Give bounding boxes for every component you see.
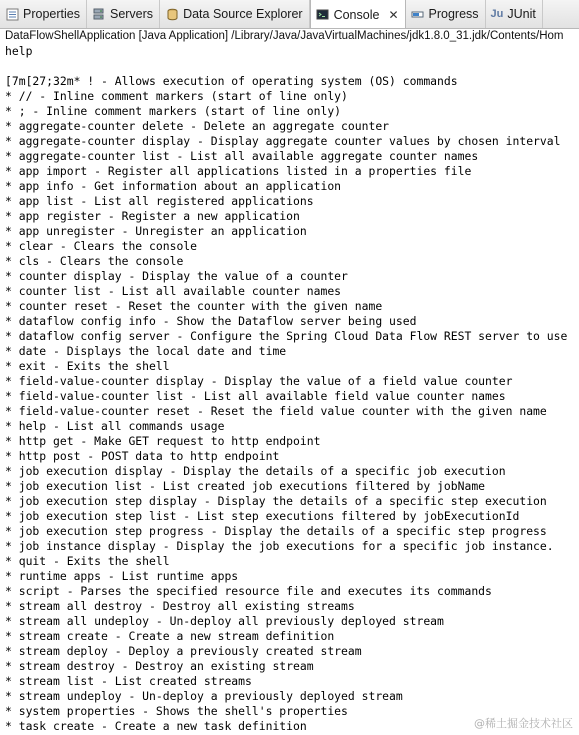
console-line: * http get - Make GET request to http endpoint [5, 434, 321, 448]
console-line: * app unregister - Unregister an application [5, 224, 307, 238]
console-line: * job execution step progress - Display the details of a specific step progress [5, 524, 547, 538]
console-line: * job execution display - Display the details of a specific job execution [5, 464, 506, 478]
console-line: * exit - Exits the shell [5, 359, 170, 373]
console-line: * task create - Create a new task definition [5, 719, 307, 733]
console-line: * app info - Get information about an application [5, 179, 342, 193]
progress-icon [411, 7, 425, 21]
console-line: * stream destroy - Destroy an existing stream [5, 659, 314, 673]
console-line: * dataflow config info - Show the Dataflow server being used [5, 314, 417, 328]
console-line: * aggregate-counter list - List all available aggregate counter names [5, 149, 479, 163]
tab-console[interactable] [310, 0, 406, 29]
console-icon [316, 8, 330, 22]
console-line: * aggregate-counter display - Display aggregate counter values by chosen interval [5, 134, 561, 148]
tab-label: Properties [23, 7, 80, 21]
console-line: * stream undeploy - Un-deploy a previously deployed stream [5, 689, 403, 703]
console-line: * dataflow config server - Configure the Spring Cloud Data Flow REST server to use [5, 329, 568, 343]
console-line: * stream create - Create a new stream definition [5, 629, 335, 643]
view-tab-bar [0, 0, 579, 29]
console-line: * counter list - List all available counter names [5, 284, 342, 298]
console-line: * counter reset - Reset the counter with the given name [5, 299, 383, 313]
tab-label: Data Source Explorer [183, 7, 303, 21]
tab-servers[interactable] [87, 0, 160, 28]
console-line: * date - Displays the local date and time [5, 344, 287, 358]
console-line: * job execution step display - Display the details of a specific step execution [5, 494, 547, 508]
console-line: * stream list - List created streams [5, 674, 252, 688]
data-source-icon [165, 7, 179, 21]
console-line: * http post - POST data to http endpoint [5, 449, 280, 463]
console-line: * help - List all commands usage [5, 419, 225, 433]
console-line: * job execution step list - List step executions filtered by jobExecutionId [5, 509, 520, 523]
console-line: * job instance display - Display the job executions for a specific job instance. [5, 539, 554, 553]
watermark: @稀土掘金技术社区 [474, 717, 573, 730]
console-line: help [5, 44, 33, 58]
console-line: * ; - Inline comment markers (start of line only) [5, 104, 342, 118]
launch-configuration-path: DataFlowShellApplication [Java Application] /Library/Java/JavaVirtualMachines/jdk1.8.0_31.jdk/Contents/Hom [5, 30, 564, 42]
properties-icon [5, 7, 19, 21]
console-line: * field-value-counter display - Display the value of a field value counter [5, 374, 513, 388]
console-line: * stream all undeploy - Un-deploy all previously deployed stream [5, 614, 444, 628]
tab-label: Progress [428, 7, 479, 21]
console-line: * script - Parses the specified resource file and executes its commands [5, 584, 492, 598]
tab-junit[interactable] [486, 0, 543, 28]
console-line: * system properties - Shows the shell's properties [5, 704, 348, 718]
console-line [5, 59, 579, 74]
tab-progress[interactable] [406, 0, 486, 28]
console-output[interactable] [5, 44, 579, 734]
console-line: * aggregate-counter delete - Delete an aggregate counter [5, 119, 390, 133]
console-line: * field-value-counter reset - Reset the field value counter with the given name [5, 404, 547, 418]
console-line: * counter display - Display the value of a counter [5, 269, 348, 283]
servers-icon [92, 7, 106, 21]
tab-label: Console [333, 7, 380, 22]
tab-label: JUnit [507, 7, 536, 21]
tab-properties[interactable] [0, 0, 87, 28]
console-line: * stream all destroy - Destroy all existing streams [5, 599, 355, 613]
console-line: * app register - Register a new application [5, 209, 300, 223]
tab-label: Servers [109, 7, 154, 21]
tab-data-source-explorer[interactable] [160, 0, 310, 28]
console-line: * cls - Clears the console [5, 254, 184, 268]
console-line: * app import - Register all applications listed in a properties file [5, 164, 472, 178]
console-line: * runtime apps - List runtime apps [5, 569, 239, 583]
console-line: * clear - Clears the console [5, 239, 198, 253]
console-line: [7m[27;32m* ! - Allows execution of operating system (OS) commands [5, 74, 458, 88]
console-line: * job execution list - List created job executions filtered by jobName [5, 479, 486, 493]
close-icon[interactable]: ✕ [388, 7, 399, 22]
console-line: * field-value-counter list - List all available field value counter names [5, 389, 506, 403]
junit-icon: Ju [490, 8, 504, 20]
console-line: * // - Inline comment markers (start of line only) [5, 89, 348, 103]
console-line: * app list - List all registered applications [5, 194, 314, 208]
console-line: * stream deploy - Deploy a previously created stream [5, 644, 362, 658]
console-line: * quit - Exits the shell [5, 554, 170, 568]
